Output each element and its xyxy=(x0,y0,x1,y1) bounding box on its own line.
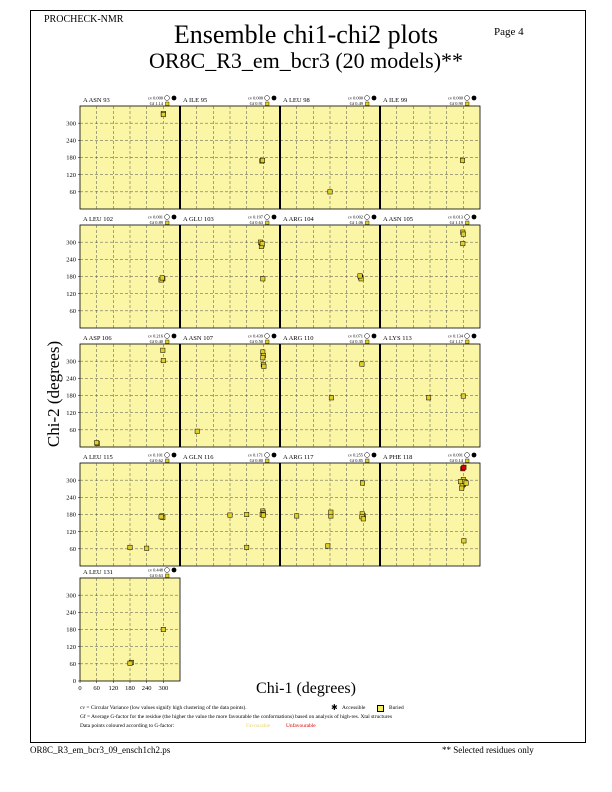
panel-residue-label: A ARG 110 xyxy=(283,335,314,342)
gf-square-icon xyxy=(366,221,370,225)
buried-icon xyxy=(377,705,384,712)
accessibility-icon xyxy=(472,215,477,220)
panel-gf: Gf 0.80 xyxy=(249,458,263,463)
panel-residue-label: A ASP 106 xyxy=(83,335,112,342)
data-point xyxy=(161,358,165,362)
accessibility-icon xyxy=(472,334,477,339)
y-tick-label: 180 xyxy=(66,154,76,162)
data-point xyxy=(326,544,330,548)
legend-buried-label: Buried xyxy=(389,705,404,711)
legend-gf-text: Gf = Average G-factor for the residue (the higher the value the more favourable the conformations) based on analysis of high-res. Xtal structures xyxy=(80,714,393,720)
panel-residue-label: A ASN 107 xyxy=(183,335,213,342)
accessibility-icon xyxy=(372,334,377,339)
panel-gf: Gf 0.85 xyxy=(349,458,363,463)
panel-residue-label: A ASN 105 xyxy=(383,216,413,223)
cv-circle-icon xyxy=(265,453,270,458)
y-tick-label: 240 xyxy=(66,609,76,617)
cv-circle-icon xyxy=(165,334,170,339)
data-point xyxy=(161,112,165,116)
cv-circle-icon xyxy=(465,215,470,220)
panel-cv: cv 0.101 xyxy=(147,452,163,458)
cv-circle-icon xyxy=(365,215,370,220)
cv-circle-icon xyxy=(465,334,470,339)
data-point xyxy=(464,481,468,485)
panel-gf: Gf 0.91 xyxy=(249,101,263,106)
gf-square-icon xyxy=(166,340,170,344)
panel-gf: Gf 1.17 xyxy=(449,339,463,344)
cv-circle-icon xyxy=(465,453,470,458)
y-tick-label: 180 xyxy=(66,392,76,400)
x-tick-label: 60 xyxy=(93,685,100,692)
x-tick-label: 180 xyxy=(125,685,135,692)
data-point xyxy=(426,396,430,400)
panel-gf: Gf 1.14 xyxy=(149,101,163,106)
gf-square-icon xyxy=(466,340,470,344)
accessible-icon: ✱ xyxy=(331,703,338,712)
panel-cv: cv 0.013 xyxy=(447,214,463,220)
page-subtitle: OR8C_R3_em_bcr3 (20 models)** xyxy=(148,48,464,73)
gf-square-icon xyxy=(366,340,370,344)
panel-residue-label: A LYS 113 xyxy=(383,335,412,342)
panel-gf: Gf 0.40 xyxy=(149,339,163,344)
data-point-unfavourable xyxy=(462,465,466,469)
data-point xyxy=(128,661,132,665)
panel-cv: cv 0.000 xyxy=(447,95,463,101)
y-tick-label: 240 xyxy=(66,256,76,264)
data-point xyxy=(461,241,465,245)
accessibility-icon xyxy=(272,215,277,220)
panel-cv: cv 0.439 xyxy=(247,333,263,339)
cv-circle-icon xyxy=(165,215,170,220)
y-tick-label: 300 xyxy=(66,477,76,485)
gf-square-icon xyxy=(366,102,370,106)
panel-cv: cv 0.448 xyxy=(147,567,163,573)
x-tick-label: 300 xyxy=(158,685,169,692)
cv-circle-icon xyxy=(465,96,470,101)
data-point xyxy=(460,158,464,162)
gf-square-icon xyxy=(266,459,270,463)
y-tick-label: 60 xyxy=(69,546,76,554)
legend-accessible-label: Accessible xyxy=(342,705,366,711)
y-tick-label: 120 xyxy=(66,171,76,179)
x-tick-label: 240 xyxy=(141,685,152,692)
accessibility-icon xyxy=(472,453,477,458)
data-point xyxy=(228,513,232,517)
panel-cv: cv 0.091 xyxy=(447,452,463,458)
cv-circle-icon xyxy=(265,96,270,101)
panel-residue-label: A ILE 99 xyxy=(383,97,408,104)
y-tick-label: 300 xyxy=(66,592,76,600)
gf-square-icon xyxy=(466,459,470,463)
panel-residue-label: A GLN 116 xyxy=(183,454,214,461)
data-point xyxy=(161,348,165,352)
panel-gf: Gf 1.06 xyxy=(349,220,363,225)
program-name: PROCHECK-NMR xyxy=(44,14,124,25)
accessibility-icon xyxy=(372,215,377,220)
data-point xyxy=(462,539,466,543)
panel-cv: cv 0.001 xyxy=(147,214,163,220)
legend-unfavourable: Unfavourable xyxy=(286,723,316,729)
legend-colour-text: Data points coloured according to G-factor: xyxy=(80,723,175,729)
data-point xyxy=(144,546,148,550)
panel-residue-label: A ASN 93 xyxy=(83,97,110,104)
y-tick-label: 180 xyxy=(66,626,76,634)
panel-cv: cv 0.000 xyxy=(347,95,363,101)
data-point xyxy=(358,274,362,278)
panel-cv: cv 0.002 xyxy=(347,214,363,220)
y-tick-label: 120 xyxy=(66,290,76,298)
panel-cv: cv 0.134 xyxy=(447,333,463,339)
gf-square-icon xyxy=(266,221,270,225)
page-title: Ensemble chi1-chi2 plots xyxy=(173,20,439,49)
y-tick-label: 240 xyxy=(66,375,76,383)
x-axis-label: Chi-1 (degrees) xyxy=(256,680,356,697)
data-point xyxy=(244,512,248,516)
selection-footnote: ** Selected residues only xyxy=(442,745,534,755)
data-point xyxy=(94,441,98,445)
panel-gf: Gf 0.63 xyxy=(149,573,163,578)
panel-gf: Gf 0.14 xyxy=(449,458,463,463)
cv-circle-icon xyxy=(165,96,170,101)
data-point xyxy=(159,515,163,519)
data-point xyxy=(195,429,199,433)
accessibility-icon xyxy=(272,334,277,339)
page-number: Page 4 xyxy=(494,26,524,38)
legend-cv-text: cv = Circular Variance (low values signify high clustering of the data points). xyxy=(80,705,247,711)
panel-gf: Gf 0.50 xyxy=(249,339,263,344)
data-point xyxy=(461,232,465,236)
data-point xyxy=(329,396,333,400)
cv-circle-icon xyxy=(265,215,270,220)
panel-gf: Gf 0.49 xyxy=(349,101,363,106)
data-point xyxy=(461,394,465,398)
y-tick-label: 0 xyxy=(72,678,76,686)
gf-square-icon xyxy=(466,221,470,225)
accessibility-icon xyxy=(372,453,377,458)
y-tick-label: 60 xyxy=(69,427,76,435)
gf-square-icon xyxy=(166,459,170,463)
panel-cv: cv 0.000 xyxy=(147,95,163,101)
cv-circle-icon xyxy=(365,453,370,458)
data-point xyxy=(360,481,364,485)
gf-square-icon xyxy=(166,221,170,225)
panel-residue-label: A LEU 131 xyxy=(83,569,113,576)
data-point xyxy=(294,514,298,518)
cv-circle-icon xyxy=(165,568,170,573)
accessibility-icon xyxy=(272,96,277,101)
y-tick-label: 60 xyxy=(69,189,76,197)
cv-circle-icon xyxy=(165,453,170,458)
data-point xyxy=(244,545,248,549)
data-point xyxy=(360,362,364,366)
y-tick-label: 240 xyxy=(66,494,76,502)
panel-residue-label: A LEU 98 xyxy=(283,97,310,104)
panel-residue-label: A ILE 95 xyxy=(183,97,208,104)
x-tick-label: 0 xyxy=(78,685,82,692)
data-point xyxy=(329,510,333,514)
y-tick-label: 300 xyxy=(66,120,76,128)
y-tick-label: 240 xyxy=(66,137,76,145)
y-tick-label: 120 xyxy=(66,528,76,536)
data-point xyxy=(260,241,264,245)
panel-gf: Gf 0.35 xyxy=(349,339,363,344)
cv-circle-icon xyxy=(265,334,270,339)
panel-cv: cv 0.255 xyxy=(347,452,363,458)
file-name: OR8C_R3_em_bcr3_09_ensch1ch2.ps xyxy=(30,745,171,755)
data-point xyxy=(161,627,165,631)
panel-cv: cv 0.197 xyxy=(247,214,263,220)
data-point xyxy=(459,486,463,490)
accessibility-icon xyxy=(372,96,377,101)
accessibility-icon xyxy=(272,453,277,458)
panel-cv: cv 0.171 xyxy=(247,452,263,458)
y-tick-label: 120 xyxy=(66,643,76,651)
panel-residue-label: A LEU 102 xyxy=(83,216,113,223)
accessibility-icon xyxy=(172,215,177,220)
y-tick-label: 60 xyxy=(69,308,76,316)
y-tick-label: 300 xyxy=(66,239,76,247)
y-tick-label: 120 xyxy=(66,409,76,417)
cv-circle-icon xyxy=(365,96,370,101)
y-axis-label: Chi-2 (degrees) xyxy=(44,340,63,448)
gf-square-icon xyxy=(366,459,370,463)
y-tick-label: 180 xyxy=(66,273,76,281)
data-point xyxy=(458,479,462,483)
gf-square-icon xyxy=(166,102,170,106)
accessibility-icon xyxy=(172,96,177,101)
data-point xyxy=(261,513,265,517)
data-point xyxy=(328,190,332,194)
panel-residue-label: A PHE 118 xyxy=(383,454,413,461)
x-tick-label: 120 xyxy=(108,685,119,692)
accessibility-icon xyxy=(172,453,177,458)
y-tick-label: 60 xyxy=(69,661,76,669)
gf-square-icon xyxy=(166,574,170,578)
data-point xyxy=(261,356,265,360)
accessibility-icon xyxy=(172,568,177,573)
panel-gf: Gf 0.63 xyxy=(249,220,263,225)
gf-square-icon xyxy=(266,102,270,106)
accessibility-icon xyxy=(172,334,177,339)
accessibility-icon xyxy=(472,96,477,101)
panel-residue-label: A LEU 115 xyxy=(83,454,113,461)
panel-cv: cv 0.216 xyxy=(147,333,163,339)
cv-circle-icon xyxy=(365,334,370,339)
panel-gf: Gf 1.19 xyxy=(449,220,463,225)
data-point xyxy=(261,277,265,281)
panel-cv: cv 0.071 xyxy=(347,333,363,339)
data-point xyxy=(262,364,266,368)
panel-gf: Gf 0.90 xyxy=(449,101,463,106)
data-point xyxy=(160,276,164,280)
gf-square-icon xyxy=(266,340,270,344)
legend-favourable: Favourable xyxy=(246,723,271,729)
panel-gf: Gf 0.62 xyxy=(149,458,163,463)
panel-cv: cv 0.000 xyxy=(247,95,263,101)
gf-square-icon xyxy=(466,102,470,106)
panel-residue-label: A ARG 117 xyxy=(283,454,314,461)
data-point xyxy=(361,517,365,521)
panel-residue-label: A GLU 103 xyxy=(183,216,214,223)
panel-gf: Gf 0.89 xyxy=(149,220,163,225)
data-point xyxy=(128,545,132,549)
y-tick-label: 180 xyxy=(66,511,76,519)
data-point xyxy=(260,158,264,162)
y-tick-label: 300 xyxy=(66,358,76,366)
panel-residue-label: A ARG 104 xyxy=(283,216,314,223)
